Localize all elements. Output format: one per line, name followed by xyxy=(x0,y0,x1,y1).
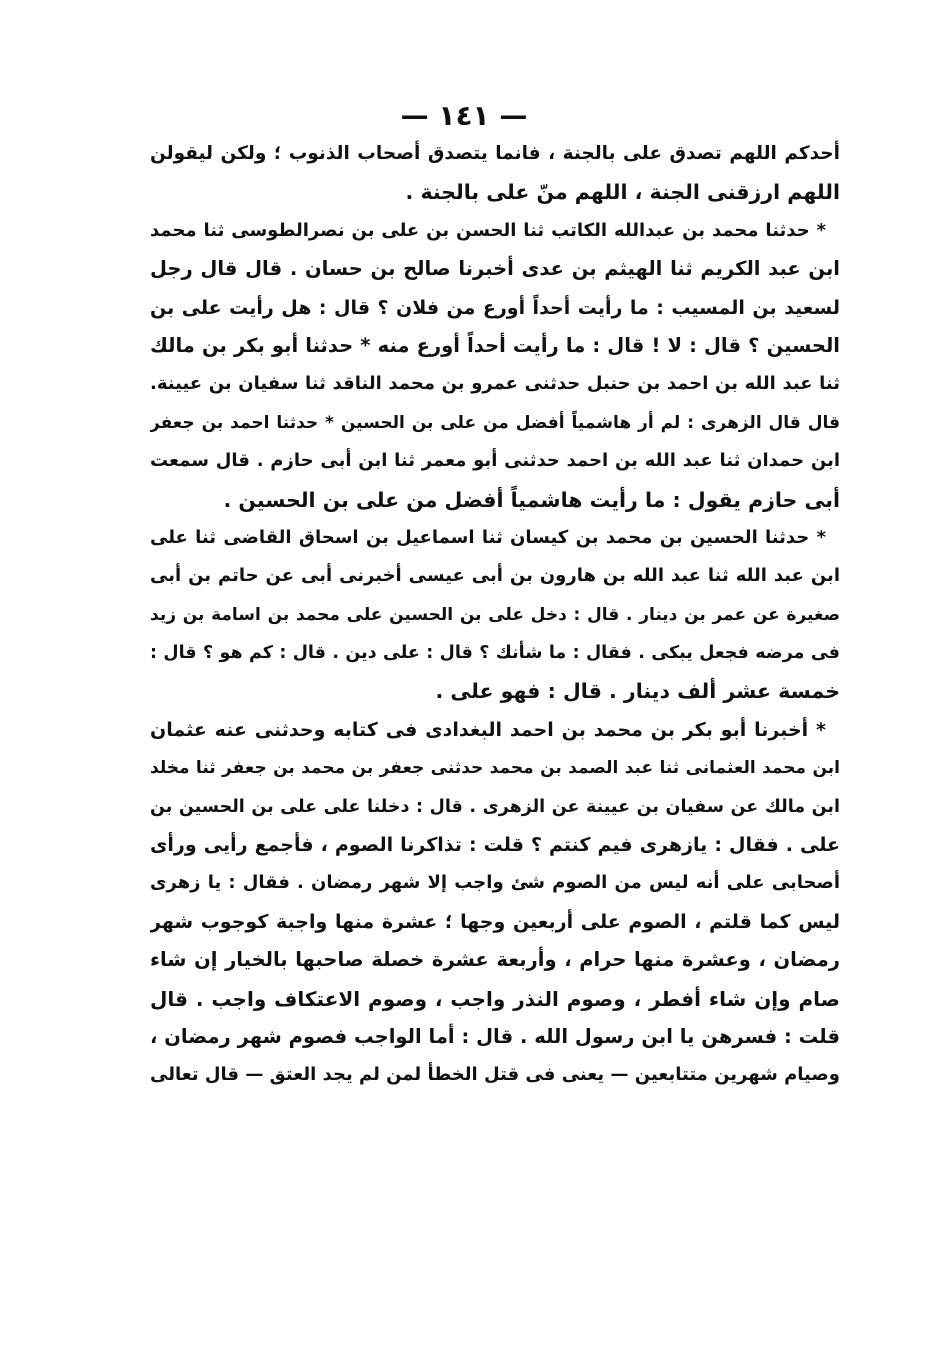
text-line: * حدثنا محمد بن عبدالله الكاتب ثنا الحسن بن على بن نصرالطوسى ثنا محمد xyxy=(150,219,826,241)
text-line: أبى حازم يقول : ما رأيت هاشمياً أفضل من على بن الحسين . xyxy=(223,487,840,512)
text-line: فى مرضه فجعل يبكى . فقال : ما شأنك ؟ قال : على دين . قال : كم هو ؟ قال : xyxy=(150,643,840,664)
text-line: رمضان ، وعشرة منها حرام ، وأربعة عشرة خصلة صاحبها بالخيار إن شاء xyxy=(150,948,840,972)
body-text xyxy=(150,135,840,1095)
text-line: الحسين ؟ قال : لا ! قال : ما رأيت أحداً أورع منه * حدثنا أبو بكر بن مالك xyxy=(150,333,840,357)
text-line: اللهم ارزقنى الجنة ، اللهم منّ على بالجنة . xyxy=(405,180,840,205)
text-line: ابن مالك عن سفيان بن عيينة عن الزهرى . قال : دخلنا على على بن الحسين بن xyxy=(150,796,840,817)
text-line: أصحابى على أنه ليس من الصوم شئ واجب إلا شهر رمضان . فقال : يا زهرى xyxy=(150,872,840,894)
text-line: صام وإن شاء أفطر ، وصوم النذر واجب ، وصوم الاعتكاف واجب . قال xyxy=(150,986,840,1011)
text-line: صغيرة عن عمر بن دينار . قال : دخل على بن الحسين على محمد بن اسامة بن زيد xyxy=(150,604,840,625)
text-line: قلت : فسرهن يا ابن رسول الله . قال : أما الواجب فصوم شهر رمضان ، xyxy=(150,1024,840,1048)
text-line: * حدثنا الحسين بن محمد بن كيسان ثنا اسماعيل بن اسحاق القاضى ثنا على xyxy=(150,526,826,548)
text-line: * أخبرنا أبو بكر بن محمد بن احمد البغدادى فى كتابه وحدثنى عنه عثمان xyxy=(150,718,826,741)
text-line: قال قال الزهرى : لم أر هاشمياً أفضل من على بن الحسين * حدثنا احمد بن جعفر xyxy=(150,412,840,433)
page-number: — ١٤١ — xyxy=(400,99,528,132)
text-line: ابن حمدان ثنا عبد الله بن احمد حدثنى أبو معمر ثنا ابن أبى حازم . قال سمعت xyxy=(150,450,840,472)
text-line: وصيام شهرين متتابعين — يعنى فى قتل الخطأ لمن لم يجد العتق — قال تعالى xyxy=(150,1064,840,1086)
text-line: ابن عبد الله ثنا عبد الله بن هارون بن أبى عيسى أخبرنى أبى عن حاتم بن أبى xyxy=(150,565,840,587)
text-line: خمسة عشر ألف دينار . قال : فهو على . xyxy=(435,679,840,704)
text-line: ليس كما قلتم ، الصوم على أربعين وجها ؛ عشرة منها واجبة كوجوب شهر xyxy=(150,910,840,933)
text-line: ابن محمد العثمانى ثنا عبد الصمد بن محمد حدثنى جعفر بن محمد بن جعفر ثنا مخلد xyxy=(150,758,840,779)
text-line: أحدكم اللهم تصدق على بالجنة ، فانما يتصدق أصحاب الذنوب ؛ ولكن ليقولن xyxy=(150,143,840,164)
text-line: لسعيد بن المسيب : ما رأيت أحداً أورع من فلان ؟ قال : هل رأيت على بن xyxy=(150,296,840,319)
text-line: على . فقال : يازهرى فيم كنتم ؟ قلت : تذاكرنا الصوم ، فأجمع رأيى ورأى xyxy=(150,834,840,857)
text-line: ثنا عبد الله بن احمد بن حنبل حدثنى عمرو بن محمد الناقد ثنا سفيان بن عيينة. xyxy=(150,373,840,395)
text-line: ابن عبد الكريم ثنا الهيثم بن عدى أخبرنا صالح بن حسان . قال قال رجل xyxy=(150,257,840,281)
